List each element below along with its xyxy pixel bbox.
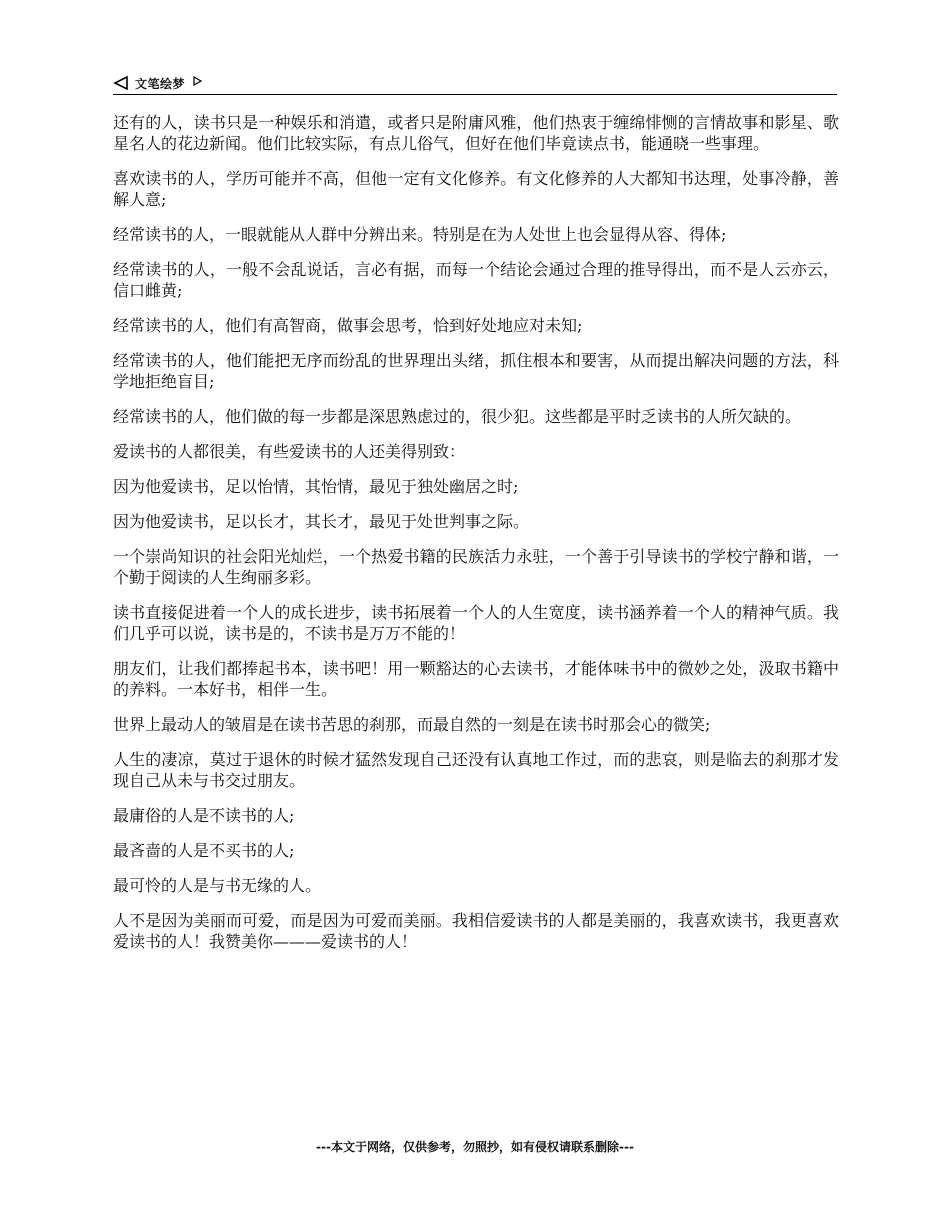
paragraph: 经常读书的人，他们有高智商，做事会思考，恰到好处地应对未知;	[113, 316, 583, 335]
paragraph: 经常读书的人，一眼就能从人群中分辨出来。特别是在为人处世上也会显得从容、得体;	[113, 225, 727, 244]
paragraph: 因为他爱读书，足以长才，其长才，最见于处世判事之际。	[113, 512, 530, 531]
paragraph: 因为他爱读书，足以怡情，其怡情，最见于独处幽居之时;	[113, 477, 519, 496]
paragraph: 还有的人，读书只是一种娱乐和消遣，或者只是附庸风雅，他们热衷于缠绵悱恻的言情故事和影星、歌星名人的花边新闻。他们比较实际，有点儿俗气，但好在他们毕竟读点书，能通晓一些事理。	[113, 113, 839, 153]
paragraph: 朋友们，让我们都捧起书本，读书吧！用一颗豁达的心去读书，才能体味书中的微妙之处，汲取书籍中的养料。一本好书，相伴一生。	[113, 659, 839, 699]
triangle-left-outline-icon	[113, 75, 129, 91]
paragraph: 人不是因为美丽而可爱，而是因为可爱而美丽。我相信爱读书的人都是美丽的，我喜欢读书，我更喜欢爱读书的人！我赞美你———爱读书的人！	[113, 911, 839, 951]
paragraph: 人生的凄凉，莫过于退休的时候才猛然发现自己还没有认真地工作过，而的悲哀，则是临去的刹那才发现自己从未与书交过朋友。	[113, 750, 839, 790]
paragraph: 最庸俗的人是不读书的人;	[113, 806, 295, 825]
paragraph: 经常读书的人，一般不会乱说话，言必有据，而每一个结论会通过合理的推导得出，而不是人云亦云，信口雌黄;	[113, 260, 839, 300]
paragraph: 最可怜的人是与书无缘的人。	[113, 876, 322, 895]
paragraph: 最吝啬的人是不买书的人;	[113, 841, 295, 860]
header-title: 文笔绘梦	[135, 76, 186, 91]
paragraph: 读书直接促进着一个人的成长进步，读书拓展着一个人的人生宽度，读书涵养着一个人的精神气质。我们几乎可以说，读书是的，不读书是万万不能的！	[113, 603, 839, 643]
triangle-right-outline-icon	[193, 76, 202, 86]
paragraph: 经常读书的人，他们能把无序而纷乱的世界理出头绪，抓住根本和要害，从而提出解决问题的方法，科学地拒绝盲目;	[113, 351, 839, 391]
paragraph: 爱读书的人都很美，有些爱读书的人还美得别致：	[113, 442, 466, 461]
page-header	[113, 72, 837, 95]
paragraph: 喜欢读书的人，学历可能并不高，但他一定有文化修养。有文化修养的人大都知书达理，处事冷静，善解人意;	[113, 169, 839, 209]
paragraph: 经常读书的人，他们做的每一步都是深思熟虑过的，很少犯。这些都是平时乏读书的人所欠缺的。	[113, 407, 802, 426]
document-body	[113, 112, 839, 966]
page-footer: ---本文于网络，仅供参考，勿照抄，如有侵权请联系删除---	[316, 1140, 634, 1154]
paragraph: 世界上最动人的皱眉是在读书苦思的刹那，而最自然的一刻是在读书时那会心的微笑;	[113, 715, 711, 734]
paragraph: 一个崇尚知识的社会阳光灿烂，一个热爱书籍的民族活力永驻，一个善于引导读书的学校宁静和谐，一个勤于阅读的人生绚丽多彩。	[113, 547, 839, 587]
